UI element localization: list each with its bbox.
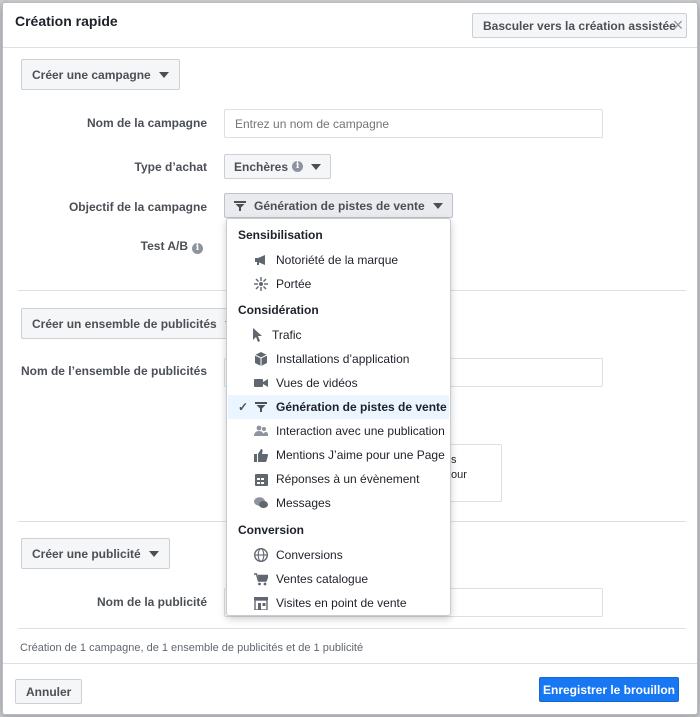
option-label: Génération de pistes de vente (276, 400, 447, 414)
objective-option-catalog-sales[interactable] (228, 567, 449, 591)
objective-option-post-engagement[interactable] (228, 419, 449, 443)
create-adset-label: Créer un ensemble de publicités (32, 316, 217, 331)
shopping-cart-icon (254, 572, 268, 586)
chevron-down-icon (311, 164, 321, 170)
objective-option-reach[interactable] (228, 272, 449, 296)
objective-option-event-responses[interactable] (228, 467, 449, 491)
info-icon: i (292, 161, 303, 172)
option-label: Messages (276, 496, 331, 510)
buy-type-value: Enchères (234, 159, 289, 174)
chevron-down-icon (149, 551, 159, 557)
close-icon[interactable]: × (672, 15, 684, 35)
box-icon (254, 352, 268, 366)
objective-option-brand-awareness[interactable] (228, 248, 449, 272)
option-label: Portée (276, 277, 312, 291)
thumbs-up-icon (254, 448, 268, 462)
option-label: Visites en point de vente (276, 596, 407, 610)
option-label: Trafic (272, 328, 302, 342)
people-icon (254, 424, 268, 438)
create-campaign-button[interactable] (21, 59, 180, 90)
create-adset-button[interactable] (21, 308, 246, 339)
megaphone-icon (254, 253, 268, 267)
create-ad-label: Créer une publicité (32, 546, 141, 561)
objective-select[interactable] (224, 193, 453, 218)
funnel-icon (234, 200, 246, 212)
save-draft-button[interactable]: Enregistrer le brouillon (539, 677, 679, 702)
objective-option-page-likes[interactable] (228, 443, 449, 467)
funnel-icon (254, 400, 268, 414)
globe-icon (254, 548, 268, 562)
objective-option-conversions[interactable] (228, 543, 449, 567)
objective-dropdown-menu (226, 218, 451, 616)
group-heading-awareness: Sensibilisation (238, 228, 323, 242)
objective-option-app-installs[interactable] (228, 347, 449, 371)
switch-to-guided-button[interactable]: Basculer vers la création assistée (472, 13, 687, 38)
dialog-title: Création rapide (15, 13, 118, 29)
hidden-option-text-2: our (451, 469, 467, 481)
header-divider (3, 47, 697, 48)
option-label: Mentions J’aime pour une Page (276, 448, 445, 462)
option-label: Installations d’application (276, 352, 410, 366)
campaign-name-input[interactable] (224, 109, 603, 138)
ad-name-label: Nom de la publicité (96, 595, 207, 609)
checkmark-icon: ✓ (238, 400, 249, 414)
option-label: Notoriété de la marque (276, 253, 399, 267)
objective-option-video-views[interactable] (228, 371, 449, 395)
footer-divider (3, 663, 697, 664)
ab-test-text: Test A/B (140, 239, 188, 253)
campaign-name-label: Nom de la campagne (86, 116, 207, 130)
option-label: Interaction avec une publication (276, 424, 445, 438)
reach-icon (254, 277, 268, 291)
chat-bubbles-icon (254, 496, 268, 510)
hidden-option-text-1: s (451, 454, 457, 466)
option-label: Conversions (276, 548, 343, 562)
creation-summary: Création de 1 campagne, de 1 ensemble de publicités et de 1 publicité (20, 642, 364, 654)
objective-option-traffic[interactable] (228, 323, 449, 347)
option-label: Réponses à un évènement (276, 472, 420, 486)
calendar-icon (254, 472, 268, 486)
buy-type-label: Type d’achat (134, 160, 207, 174)
option-label: Vues de vidéos (276, 376, 358, 390)
cancel-button[interactable]: Annuler (15, 679, 82, 704)
chevron-down-icon (433, 203, 443, 209)
info-icon: i (192, 243, 203, 254)
section-divider (18, 628, 686, 629)
buy-type-select[interactable] (224, 154, 331, 179)
chevron-down-icon (159, 72, 169, 78)
ab-test-label (141, 239, 203, 254)
objective-option-store-visits[interactable] (228, 591, 449, 615)
adset-name-label: Nom de l’ensemble de publicités (20, 364, 207, 378)
video-camera-icon (254, 376, 268, 390)
option-label: Ventes catalogue (276, 572, 369, 586)
group-heading-consideration: Considération (238, 303, 319, 317)
cursor-icon (250, 328, 264, 342)
group-heading-conversion: Conversion (238, 523, 305, 537)
objective-value: Génération de pistes de vente (254, 198, 425, 213)
create-ad-button[interactable] (21, 538, 170, 569)
objective-label: Objectif de la campagne (68, 200, 207, 214)
create-campaign-label: Créer une campagne (32, 67, 151, 82)
objective-option-lead-generation[interactable] (228, 395, 449, 419)
quick-creation-dialog (2, 2, 698, 715)
objective-option-messages[interactable] (228, 491, 449, 515)
store-icon (254, 596, 268, 610)
